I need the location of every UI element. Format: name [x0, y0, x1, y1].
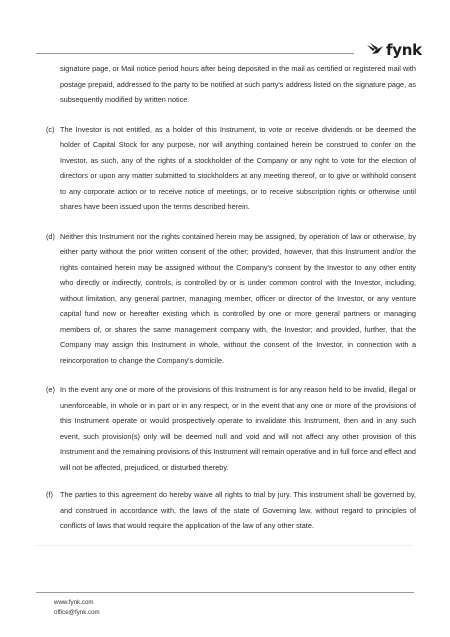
header-divider: [36, 53, 354, 54]
fynk-logo: [366, 40, 422, 60]
clause-label: (f): [46, 490, 53, 499]
clause-f: [45, 487, 416, 534]
footer-website: www.fynk.com: [54, 599, 94, 606]
clause-label: (e): [46, 385, 55, 394]
clause-text: Neither this Instrument nor the rights contained herein may be assigned, by operation of law or otherwise, by either party without the prior written consent of the other; provided, however, that this Instrument and/or the rights contained herein may be assigned without the Company's consent by the Investor to any other entity who directly or indirectly, controls, is controlled by or is under common control with the Investor, including, without limitation, any general partner, managing member, officer or director of the Investor, or any venture capital fund now or hereafter existing which is controlled by one or more general partners or managing members of, or shares the same management company with, the Investor; and provided, further, that the Company may assign this Instrument in whole, without the consent of the Investor, in connection with a reincorporation to change the Company's domicile.: [60, 231, 416, 365]
document-body: [45, 61, 416, 534]
clause-label: (d): [46, 231, 55, 241]
clause-label: (c): [46, 124, 55, 134]
clause-d: [45, 229, 416, 369]
footer-divider: [36, 592, 414, 593]
footer-contact: [54, 598, 100, 618]
content-end-divider: [36, 545, 414, 546]
clause-text: In the event any one or more of the provisions of this Instrument is for any reason held to be invalid, illegal or unenforceable, in whole or in part or in any respect, or in the event that any one or more of the provisions of this Instrument operate or would prospectively operate to invalidate this Instrument, then and in any such event, such provision(s) only will be deemed null and void and will not affect any other provision of this Instrument and the remaining provisions of this Instrument will remain operative and in full force and effect and will not be affected, prejudiced, or disturbed thereby.: [60, 385, 416, 472]
clause-text: The parties to this agreement do hereby waive all rights to trial by jury. This instrument shall be governed by, and construed in accordance with, the laws of the state of Governing law, without regard to principles of conflicts of laws that would require the application of the law of any other state.: [60, 490, 416, 530]
clause-text: The Investor is not entitled, as a holder of this Instrument, to vote or receive dividends or be deemed the holder of Capital Stock for any purpose, nor will anything contained herein be construed to confer on the Investor, as such, any of the rights of a stockholder of the Company or any right to vote for the election of directors or upon any matter submitted to stockholders at any meeting thereof, or to give or withhold consent to any corporate action or to receive notice of meetings, or to receive subscription rights or otherwise until shares have been issued upon the terms described herein.: [60, 124, 416, 211]
logo-wordmark: fynk: [386, 41, 422, 59]
continued-paragraph: signature page, or Mail notice period hours after being deposited in the mail as certified or registered mail with postage prepaid, addressed to the party to be notified at such party's address listed on the signature page, as subsequently modified by written notice.: [60, 64, 416, 104]
clause-c: [45, 122, 416, 215]
clause-e: [45, 382, 416, 475]
bird-logo-icon: [366, 42, 384, 58]
footer-email: office@fynk.com: [54, 609, 100, 616]
